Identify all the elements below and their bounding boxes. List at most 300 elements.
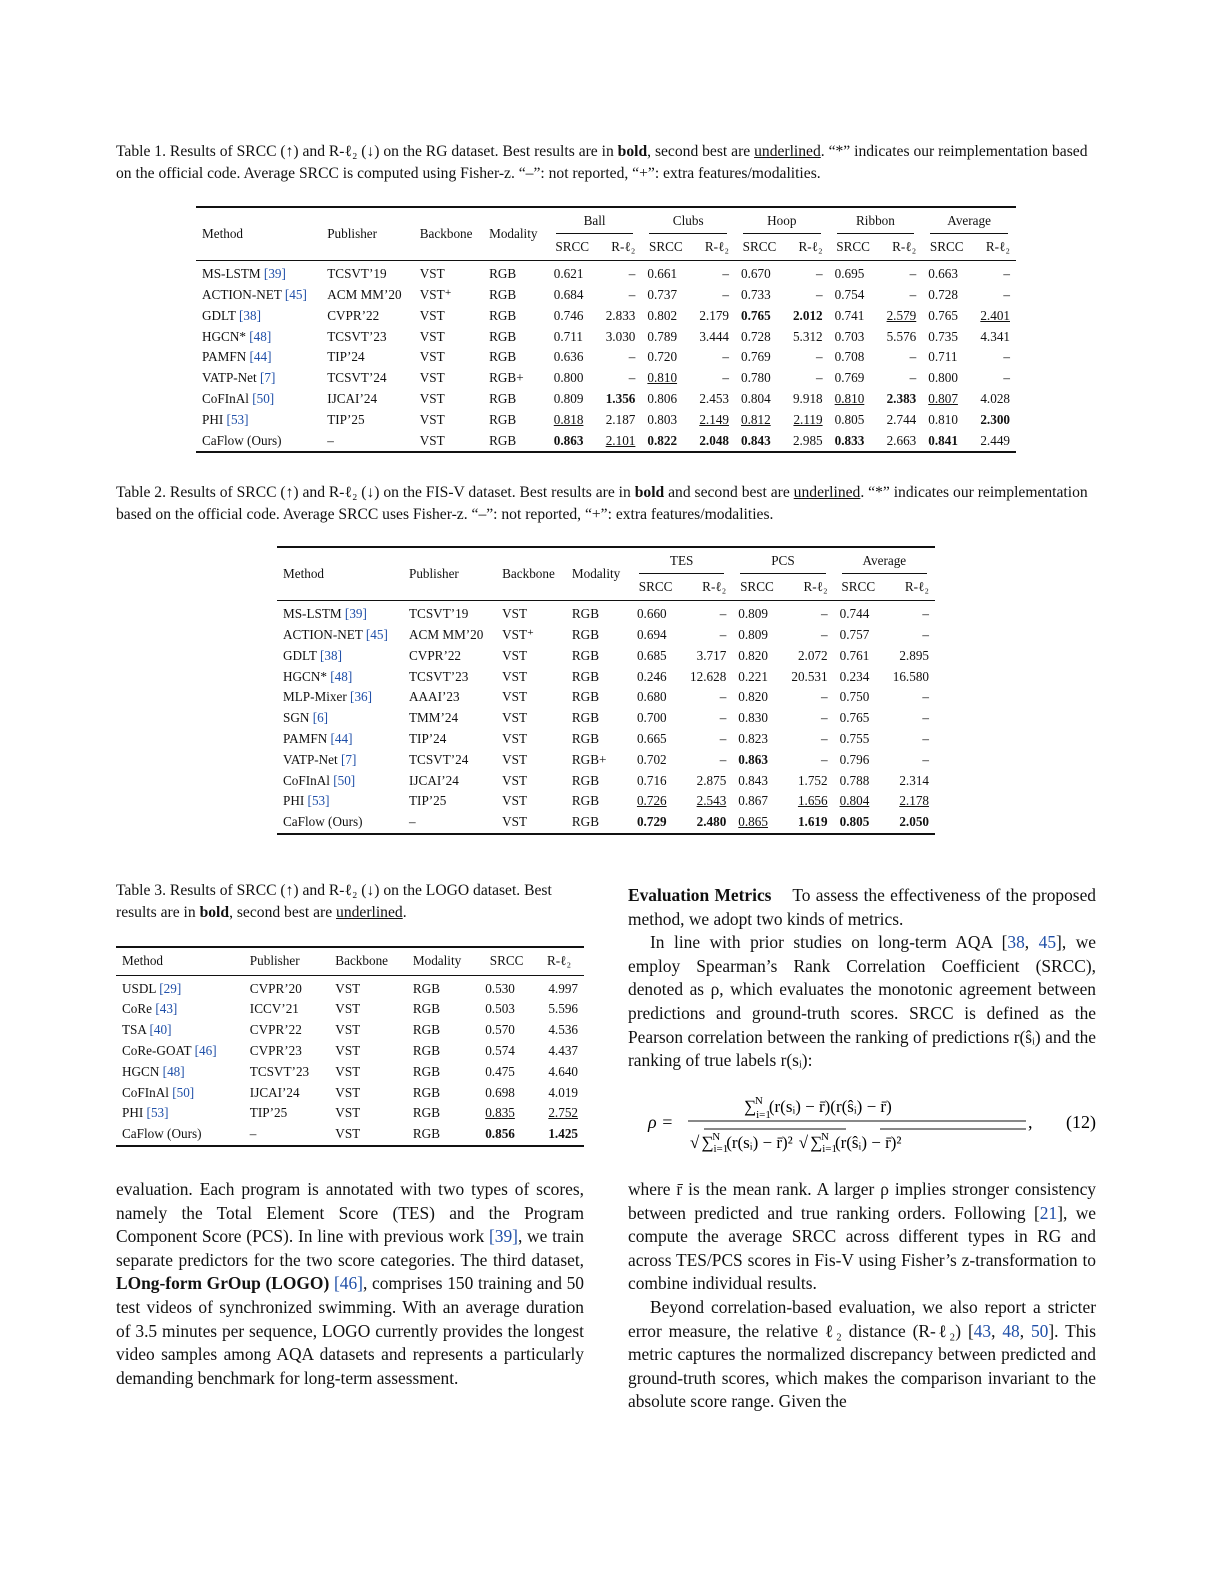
col-srcc: SRCC (548, 234, 597, 261)
srcc-cell: 0.803 (647, 411, 678, 427)
rl2-cell: 20.531 (791, 668, 828, 684)
section-heading: Evaluation Metrics (628, 885, 772, 905)
table2-body (277, 601, 935, 834)
srcc-cell: 0.796 (839, 751, 870, 767)
rl2-cell: – (816, 349, 823, 365)
rl2-cell: 2.579 (886, 307, 917, 323)
citation-link[interactable]: [48] (162, 1063, 185, 1079)
citation-link[interactable]: 38 (1007, 932, 1025, 953)
publisher-cell: TCSVT’24 (409, 751, 469, 767)
rl2-cell: 2.985 (784, 430, 829, 452)
modality-cell: RGB (412, 1084, 440, 1100)
modality-cell: RGB (571, 793, 600, 809)
method-cell (116, 999, 244, 1020)
citation-link[interactable]: [38] (320, 647, 342, 663)
srcc-cell: 0.720 (647, 349, 678, 365)
rl2-cell: – (909, 370, 917, 386)
publisher-cell: TIP’24 (409, 730, 447, 746)
srcc-cell: 0.700 (636, 710, 667, 726)
rl2-cell: – (816, 266, 823, 282)
method-cell (116, 1124, 244, 1146)
srcc-cell: 0.741 (834, 307, 865, 323)
method-cell (116, 975, 244, 999)
srcc-cell: 0.703 (834, 328, 865, 344)
rl2-cell: – (719, 689, 727, 705)
citation-link[interactable]: [53] (307, 793, 330, 809)
method-name: CoFInAl (283, 772, 334, 788)
equation-number: (12) (1066, 1112, 1096, 1132)
rl2-cell: 5.312 (792, 328, 823, 344)
srcc-cell: 0.234 (839, 668, 870, 684)
citation-link[interactable]: [39] (263, 266, 286, 282)
method-cell (196, 347, 321, 368)
citation-link[interactable]: [6] (312, 710, 329, 726)
backbone-cell: VST (502, 606, 528, 622)
srcc-cell: 0.503 (485, 1001, 515, 1017)
srcc-cell: 0.810 (834, 390, 865, 406)
rl2-cell: 2.449 (971, 430, 1016, 452)
srcc-cell: 0.733 (741, 286, 771, 302)
equation-comma: , (1028, 1112, 1033, 1132)
rl2-cell: – (719, 626, 727, 642)
col-rl2: R-ℓ₂ (784, 234, 829, 261)
method-cell (277, 812, 403, 834)
srcc-cell: 0.680 (636, 689, 667, 705)
rl2-cell: 2.401 (980, 307, 1010, 323)
srcc-cell: 0.744 (839, 606, 870, 622)
modality-cell: RGB (566, 812, 631, 834)
rl2-cell: 3.030 (605, 328, 636, 344)
srcc-cell: 0.570 (485, 1022, 515, 1038)
srcc-cell: 0.800 (553, 370, 584, 386)
method-cell (277, 729, 403, 750)
rl2-cell: 2.752 (548, 1105, 578, 1121)
citation-link[interactable]: [38] (239, 307, 261, 323)
backbone-cell: VST (419, 328, 445, 344)
modality-cell: RGB (571, 647, 600, 663)
srcc-cell: 0.810 (928, 411, 958, 427)
modality-cell: RGB (489, 411, 517, 427)
publisher-cell: CVPR’22 (327, 307, 380, 323)
table-row (196, 368, 1016, 389)
srcc-cell: 0.684 (553, 286, 584, 302)
modality-cell: RGB (489, 390, 517, 406)
col-rl2: R-ℓ₂ (690, 234, 735, 261)
equation-lhs: ρ = (648, 1112, 674, 1132)
group-header: Ball (548, 207, 642, 234)
rl2-cell: – (922, 710, 929, 726)
rl2-cell: 2.543 (696, 793, 727, 809)
table-row (277, 791, 935, 812)
method-cell (116, 1083, 244, 1104)
publisher-cell: CVPR’22 (409, 647, 462, 663)
rl2-cell: – (922, 689, 929, 705)
rl2-cell: – (1003, 286, 1010, 302)
publisher-cell: AAAI’23 (409, 689, 460, 705)
srcc-cell: 0.729 (631, 812, 680, 834)
modality-cell: RGB (489, 286, 517, 302)
publisher-cell: TCSVT’19 (409, 606, 469, 622)
method-name: HGCN* (283, 668, 331, 684)
citation-link[interactable]: 48 (1002, 1320, 1020, 1341)
srcc-cell: 0.835 (485, 1105, 515, 1121)
rl2-cell: 1.425 (534, 1124, 584, 1146)
method-cell (196, 306, 321, 327)
table-row (277, 708, 935, 729)
citation-link[interactable]: [39] (488, 1226, 518, 1247)
table3-body (116, 975, 584, 1146)
method-name: USDL (122, 980, 160, 996)
col-srcc: SRCC (922, 234, 971, 261)
srcc-cell: 0.711 (928, 349, 958, 365)
srcc-cell: 0.621 (553, 266, 584, 282)
col-srcc: SRCC (732, 574, 781, 601)
table-row (277, 812, 935, 834)
publisher-cell: TMM’24 (409, 710, 459, 726)
equation-denominator: √ $\sum_{i=1}N$ (r(sᵢ) − r̄)² √ $\sum_{i=1}N$ (r(ŝᵢ) − r̄)² (690, 1131, 902, 1155)
citation-link[interactable]: 45 (1038, 932, 1057, 953)
srcc-cell: 0.833 (829, 430, 878, 452)
citation-link[interactable]: [29] (159, 980, 182, 996)
srcc-cell: 0.761 (839, 647, 870, 663)
col-method: Method (116, 947, 244, 975)
table-row (116, 1062, 584, 1083)
modality-cell: RGB (412, 1043, 440, 1059)
method-cell (277, 708, 403, 729)
method-name: CoRe (122, 1001, 156, 1017)
method-cell (116, 1062, 244, 1083)
rl2-cell: 2.050 (883, 812, 935, 834)
srcc-cell: 0.711 (553, 328, 583, 344)
modality-cell: RGB (571, 668, 600, 684)
rl2-cell: 1.656 (797, 793, 828, 809)
col-srcc: SRCC (735, 234, 784, 261)
srcc-cell: 0.867 (738, 793, 768, 809)
rl2-cell: – (722, 286, 729, 302)
srcc-cell: 0.809 (738, 626, 768, 642)
citation-link[interactable]: [40] (149, 1022, 172, 1038)
citation-link[interactable]: [36] (350, 689, 373, 705)
method-name: PHI (283, 793, 308, 809)
backbone-cell: VST (502, 730, 528, 746)
col-rl2: R-ℓ₂ (883, 574, 935, 601)
table-row (116, 1020, 584, 1041)
modality-cell: RGB (412, 1105, 440, 1121)
rl2-cell: – (1003, 349, 1010, 365)
equation-12 (628, 1088, 1096, 1158)
rl2-cell: 1.752 (797, 772, 828, 788)
table-row (116, 999, 584, 1020)
rl2-cell: 2.663 (878, 430, 923, 452)
method-name: GDLT (283, 647, 321, 663)
rl2-cell: 2.187 (605, 411, 636, 427)
method-cell (277, 601, 403, 625)
srcc-cell: 0.865 (732, 812, 781, 834)
citation-link[interactable]: [48] (249, 328, 272, 344)
rl2-cell: – (722, 266, 729, 282)
srcc-cell: 0.810 (647, 370, 678, 386)
method-name: CaFlow (Ours) (202, 432, 282, 448)
method-cell (196, 285, 321, 306)
publisher-cell: IJCAI’24 (327, 390, 378, 406)
publisher-cell: TIP’25 (327, 411, 365, 427)
publisher-cell: ACM MM’20 (327, 286, 402, 302)
srcc-cell: 0.802 (647, 307, 678, 323)
rl2-cell: – (821, 751, 828, 767)
method-cell (116, 1041, 244, 1062)
table-row (277, 729, 935, 750)
rl2-cell: – (719, 751, 727, 767)
rl2-cell: – (628, 370, 636, 386)
citation-link[interactable]: [46] (333, 1273, 363, 1294)
modality-cell: RGB (483, 430, 548, 452)
backbone-cell: VST (419, 411, 445, 427)
col-srcc: SRCC (641, 234, 690, 261)
group-header: PCS (732, 547, 833, 574)
rl2-cell: 2.101 (597, 430, 642, 452)
group-header: TES (631, 547, 732, 574)
backbone-cell: VST (502, 710, 528, 726)
srcc-cell: 0.822 (641, 430, 690, 452)
rl2-cell: 2.480 (680, 812, 732, 834)
modality-cell: RGB (412, 1063, 440, 1079)
table-row (277, 601, 935, 625)
citation-link[interactable]: [45] (284, 286, 307, 302)
modality-cell: RGB (571, 710, 600, 726)
publisher-cell: – (244, 1124, 330, 1146)
modality-cell: RGB (489, 349, 517, 365)
method-name: ACTION-NET (283, 626, 366, 642)
srcc-cell: 0.716 (636, 772, 667, 788)
modality-cell: RGB+ (571, 751, 607, 767)
modality-cell: RGB (412, 980, 440, 996)
srcc-cell: 0.636 (553, 349, 584, 365)
publisher-cell: ICCV’21 (249, 1001, 299, 1017)
method-cell (196, 410, 321, 431)
publisher-cell: TIP’25 (409, 793, 447, 809)
group-header: Clubs (641, 207, 735, 234)
backbone-cell: VST (502, 751, 528, 767)
method-name: PHI (202, 411, 227, 427)
rl2-cell: – (719, 710, 727, 726)
citation-link[interactable]: [7] (341, 751, 357, 767)
table-row (116, 1041, 584, 1062)
citation-link[interactable]: [7] (260, 370, 276, 386)
rl2-cell: 12.628 (690, 668, 727, 684)
method-cell (116, 1103, 244, 1124)
rl2-cell: – (816, 286, 823, 302)
modality-cell: RGB (489, 307, 517, 323)
publisher-cell: TCSVT’23 (249, 1063, 310, 1079)
table-row (116, 1103, 584, 1124)
rl2-cell: 2.178 (899, 793, 929, 809)
publisher-cell: TCSVT’19 (327, 266, 387, 282)
table-row (196, 389, 1016, 410)
method-cell (277, 770, 403, 791)
backbone-cell: VST (335, 1063, 361, 1079)
rl2-cell: – (922, 730, 929, 746)
col-srcc: SRCC (834, 574, 883, 601)
srcc-cell: 0.769 (834, 370, 865, 386)
col-method: Method (196, 207, 321, 261)
srcc-cell: 0.830 (738, 710, 768, 726)
table-row (116, 1124, 584, 1146)
backbone-cell: VST (502, 668, 528, 684)
srcc-cell: 0.246 (636, 668, 667, 684)
table2 (277, 546, 935, 835)
citation-link[interactable]: [45] (365, 626, 388, 642)
backbone-cell: VST (335, 1043, 361, 1059)
method-cell (277, 687, 403, 708)
method-name: TSA (122, 1022, 150, 1038)
table-row (196, 326, 1016, 347)
srcc-cell: 0.788 (839, 772, 870, 788)
citation-link[interactable]: [39] (344, 606, 367, 622)
citation-link[interactable]: [53] (226, 411, 249, 427)
rl2-cell: 2.149 (699, 411, 729, 427)
backbone-cell: VST (335, 1084, 361, 1100)
table2-caption: Table 2. Results of SRCC (↑) and R-ℓ₂ (↓) on the FIS-V dataset. Best results are in bold and second best are underlined. “*” indicates our reimplementation based on the official code. Average SRCC uses Fisher-z. “–”: not reported, “+”: extra features/modalities. (116, 484, 1088, 523)
rl2-cell: 2.012 (792, 307, 823, 323)
srcc-cell: 0.820 (738, 647, 768, 663)
method-cell (196, 261, 321, 285)
rl2-cell: 1.356 (605, 390, 636, 406)
col-publisher: Publisher (403, 547, 496, 601)
srcc-cell: 0.754 (834, 286, 865, 302)
method-name: CoFInAl (122, 1084, 173, 1100)
group-header: Average (922, 207, 1016, 234)
srcc-cell: 0.804 (741, 390, 771, 406)
rl2-cell: 4.341 (980, 328, 1010, 344)
srcc-cell: 0.708 (834, 349, 865, 365)
srcc-cell: 0.805 (834, 812, 883, 834)
rl2-cell: 5.596 (548, 1001, 578, 1017)
paragraph: In line with prior studies on long-term AQA [38, 45], we employ Spearman’s Rank Correlation Coefficient (SRCC), denoted as ρ, which evaluates the monotonic agreement between predictions and ground-truth scores. SRCC is defined as the Pearson correlation between the ranking of predictions r(ŝᵢ) and the ranking of true labels r(sᵢ): (628, 932, 1096, 1071)
rl2-cell: – (719, 606, 727, 622)
srcc-cell: 0.695 (834, 266, 865, 282)
backbone-cell: VST (496, 812, 566, 834)
rl2-cell: – (821, 606, 828, 622)
srcc-cell: 0.530 (485, 980, 515, 996)
rl2-cell: – (722, 370, 729, 386)
srcc-cell: 0.750 (839, 689, 870, 705)
paragraph: Beyond correlation-based evaluation, we also report a stricter error measure, the relative ℓ₂ distance (R-ℓ₂) [43, 48, 50]. This metric captures the normalized discrepancy between predicted and ground-truth scores, which makes the comparison invariant to the absolute score range. Given the (628, 1296, 1096, 1412)
rl2-cell: 2.875 (696, 772, 727, 788)
table3-caption: Table 3. Results of SRCC (↑) and R-ℓ₂ (↓) on the LOGO dataset. Best results are in bold, second best are underlined. (116, 882, 552, 921)
table-row (277, 646, 935, 667)
rl2-cell: – (909, 266, 917, 282)
col-srcc: SRCC (631, 574, 680, 601)
rl2-cell: – (821, 730, 828, 746)
publisher-cell: IJCAI’24 (409, 772, 459, 788)
method-name: CaFlow (Ours) (122, 1126, 202, 1142)
rl2-cell: – (719, 730, 727, 746)
col-backbone: Backbone (496, 547, 566, 601)
citation-link[interactable]: 50 (1030, 1320, 1049, 1341)
srcc-cell: 0.843 (738, 772, 768, 788)
table-row (196, 306, 1016, 327)
srcc-cell: 0.475 (485, 1063, 515, 1079)
srcc-cell: 0.746 (553, 307, 584, 323)
table1-body (196, 261, 1016, 453)
backbone-cell: VST (502, 772, 528, 788)
method-name: CoRe-GOAT (122, 1043, 195, 1059)
citation-link[interactable]: [44] (249, 349, 272, 365)
col-modality: Modality (483, 207, 548, 261)
citation-link[interactable]: [44] (330, 730, 353, 746)
group-header: Hoop (735, 207, 829, 234)
rl2-cell: 4.640 (548, 1063, 578, 1079)
srcc-cell: 0.805 (834, 411, 865, 427)
srcc-cell: 0.863 (548, 430, 597, 452)
table-row (196, 347, 1016, 368)
rl2-cell: 2.453 (699, 390, 729, 406)
srcc-cell: 0.809 (553, 390, 584, 406)
backbone-cell: VST (335, 1022, 361, 1038)
method-name: MS-LSTM (283, 606, 345, 622)
srcc-cell: 0.809 (738, 606, 768, 622)
rl2-cell: 2.179 (699, 307, 729, 323)
rl2-cell: 4.997 (548, 980, 578, 996)
publisher-cell: TCSVT’23 (327, 328, 387, 344)
modality-cell: RGB (489, 328, 517, 344)
srcc-cell: 0.863 (738, 751, 768, 767)
srcc-cell: 0.726 (636, 793, 667, 809)
publisher-cell: TCSVT’23 (409, 668, 469, 684)
table-row (277, 666, 935, 687)
srcc-cell: 0.765 (741, 307, 771, 323)
citation-link[interactable]: [50] (333, 772, 356, 788)
citation-link[interactable]: [43] (155, 1001, 178, 1017)
col-rl2: R-ℓ₂ (971, 234, 1016, 261)
citation-link[interactable]: [48] (330, 668, 353, 684)
citation-link[interactable]: 21 (1039, 1202, 1058, 1223)
backbone-cell: VST (419, 307, 445, 323)
table3 (116, 946, 584, 1147)
citation-link[interactable]: [50] (252, 390, 275, 406)
method-name: GDLT (202, 307, 240, 323)
srcc-cell: 0.698 (485, 1084, 515, 1100)
citation-link[interactable]: [50] (172, 1084, 195, 1100)
rl2-cell: – (821, 626, 828, 642)
col-publisher: Publisher (244, 947, 330, 975)
citation-link[interactable]: [46] (194, 1043, 217, 1059)
table-row (196, 285, 1016, 306)
publisher-cell: CVPR’22 (249, 1022, 302, 1038)
srcc-cell: 0.665 (636, 730, 667, 746)
backbone-cell: VST (502, 647, 528, 663)
citation-link[interactable]: [53] (146, 1105, 169, 1121)
method-cell (196, 430, 321, 452)
table-row (116, 975, 584, 999)
citation-link[interactable]: 43 (973, 1320, 992, 1341)
rl2-cell: 9.918 (792, 390, 823, 406)
modality-cell: RGB (571, 606, 600, 622)
modality-cell: RGB (571, 772, 600, 788)
srcc-cell: 0.804 (839, 793, 870, 809)
srcc-cell: 0.800 (928, 370, 958, 386)
col-modality: Modality (566, 547, 631, 601)
rl2-cell: – (821, 689, 828, 705)
group-header: Ribbon (829, 207, 923, 234)
rl2-cell: – (922, 751, 929, 767)
table-row (196, 430, 1016, 452)
publisher-cell: TIP’25 (249, 1105, 288, 1121)
col-publisher: Publisher (321, 207, 414, 261)
rl2-cell: 4.437 (548, 1043, 578, 1059)
publisher-cell: CVPR’20 (249, 980, 302, 996)
srcc-cell: 0.841 (922, 430, 971, 452)
